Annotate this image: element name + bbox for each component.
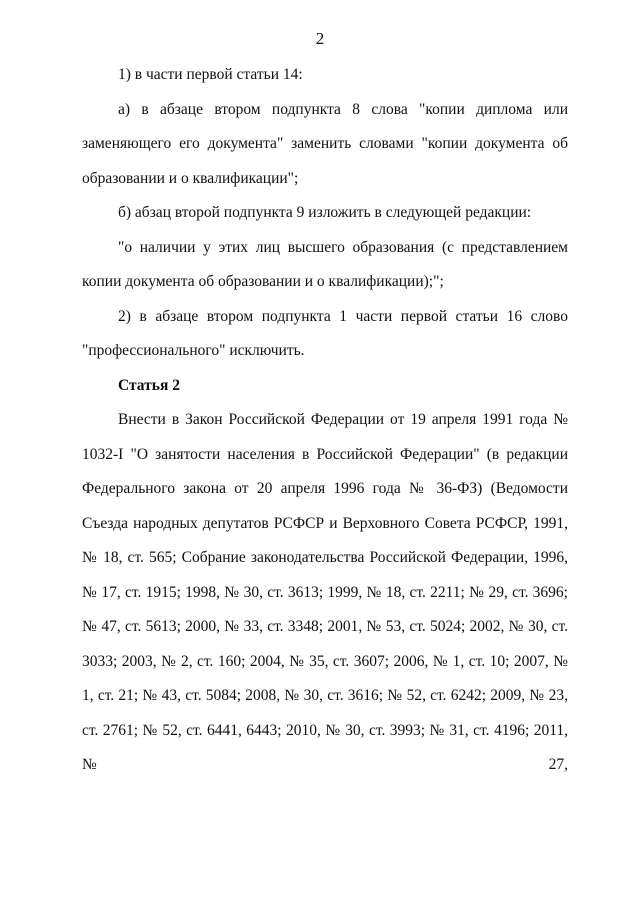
- paragraph-item-1a: а) в абзаце втором подпункта 8 слова "копии диплома или заменяющего его документа" заменить словами "копии документа об образовании и о квалификации";: [82, 100, 568, 187]
- paragraph-item-1b: б) абзац второй подпункта 9 изложить в следующей редакции:: [118, 204, 532, 221]
- page-number: 2: [315, 29, 325, 48]
- document-body: [82, 58, 568, 783]
- paragraph-quoted-text: "о наличии у этих лиц высшего образования (с представлением копии документа об образовании и о квалификации);";: [82, 238, 568, 290]
- paragraph-item-1: 1) в части первой статьи 14:: [118, 66, 303, 83]
- article-title: Статья 2: [118, 376, 180, 394]
- article-body: Внести в Закон Российской Федерации от 19 апреля 1991 года № 1032-I "О занятости населения в Российской Федерации" (в редакции Федерального закона от 20 апреля 1996 года № 36-ФЗ) (Ведомости Съезда народных депутатов РСФСР и Верховного Совета РСФСР, 1991, № 18, ст. 565; Собрание законодательства Российской Федерации, 1996, № 17, ст. 1915; 1998, № 30, ст. 3613; 1999, № 18, ст. 2211; № 29, ст. 3696; № 47, ст. 5613; 2000, № 33, ст. 3348; 2001, № 53, ст. 5024; 2002, № 30, ст. 3033; 2003, № 2, ст. 160; 2004, № 35, ст. 3607; 2006, № 1, ст. 10; 2007, № 1, ст. 21; № 43, ст. 5084; 2008, № 30, ст. 3616; № 52, ст. 6242; 2009, № 23, ст. 2761; № 52, ст. 6441, 6443; 2010, № 30, ст. 3993; № 31, ст. 4196; 2011, № 27,: [82, 411, 568, 773]
- paragraph-item-2: 2) в абзаце втором подпункта 1 части первой статьи 16 слово "профессионального" исключить.: [82, 307, 568, 359]
